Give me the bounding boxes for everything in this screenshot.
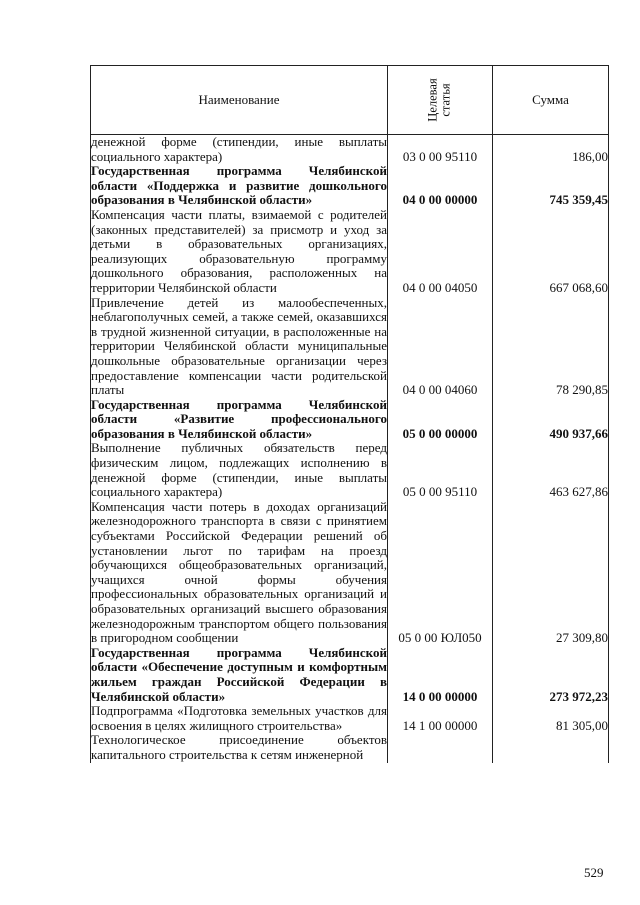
row-name: Государственная программа Челябинской области «Обеспечение доступным и комфортным жильем граждан Российской Федерации в Челябинской области» xyxy=(91,644,387,704)
row-code: 05 0 00 ЮЛ050 xyxy=(388,500,493,646)
row-sum: 273 972,23 xyxy=(493,646,609,704)
header-sum: Сумма xyxy=(493,66,609,135)
row-sum: 463 627,86 xyxy=(493,441,609,499)
table-row xyxy=(91,164,609,208)
row-name: Технологическое присоединение объектов капитального строительства к сетям инженерной xyxy=(91,732,387,762)
row-sum: 667 068,60 xyxy=(493,208,609,296)
row-code xyxy=(388,733,493,762)
row-code: 05 0 00 00000 xyxy=(388,398,493,442)
row-sum: 186,00 xyxy=(493,135,609,165)
row-code: 05 0 00 95110 xyxy=(388,441,493,499)
row-name: Государственная программа Челябинской области «Развитие профессионального образования в Челябинской области» xyxy=(91,396,387,441)
row-code: 14 0 00 00000 xyxy=(388,646,493,704)
table-body xyxy=(91,135,609,763)
table-row xyxy=(91,733,609,762)
header-code-line1: Целевая xyxy=(426,78,440,122)
row-name: Компенсация части потерь в доходах организаций железнодорожного транспорта в связи с принятием субъектами Российской Федерации решений об установлении льгот по тарифам на проезд обучающихся общеобразовательных организаций, учащихся очной формы обучения профессиональных образовательных организаций и образовательных организаций высшего образования железнодорожным транспортом общего пользования в пригородном сообщении xyxy=(91,498,387,646)
row-name: Подпрограмма «Подготовка земельных участков для освоения в целях жилищного строительства» xyxy=(91,703,387,733)
budget-table xyxy=(90,65,609,763)
header-code-line2: статья xyxy=(439,83,453,117)
table-row xyxy=(91,398,609,442)
row-code: 04 0 00 00000 xyxy=(388,164,493,208)
row-sum: 745 359,45 xyxy=(493,164,609,208)
table-header-row xyxy=(91,66,609,135)
row-sum: 490 937,66 xyxy=(493,398,609,442)
row-name: Государственная программа Челябинской области «Поддержка и развитие дошкольного образования в Челябинской области» xyxy=(91,163,387,208)
table-row xyxy=(91,646,609,704)
header-code xyxy=(388,66,493,135)
row-name: Выполнение публичных обязательств перед физическим лицом, подлежащих исполнению в денежной форме (стипендии, иные выплаты социального характера) xyxy=(91,440,387,500)
table-row xyxy=(91,704,609,733)
row-name: Привлечение детей из малообеспеченных, неблагополучных семей, а также семей, оказавшихся в трудной жизненной ситуации, в расположенные на территории Челябинской области муниципальные дошкольные образовательные организации через предоставление компенсации части родительской платы xyxy=(91,294,387,398)
row-sum xyxy=(493,733,609,762)
table-row xyxy=(91,296,609,398)
page-number: 529 xyxy=(584,865,604,880)
table-row xyxy=(91,208,609,296)
row-code: 04 0 00 04050 xyxy=(388,208,493,296)
table-row xyxy=(91,135,609,165)
row-name: денежной форме (стипендии, иные выплаты социального характера) xyxy=(91,134,387,164)
table-row xyxy=(91,500,609,646)
table-row xyxy=(91,441,609,499)
row-sum: 27 309,80 xyxy=(493,500,609,646)
row-sum: 81 305,00 xyxy=(493,704,609,733)
row-name: Компенсация части платы, взимаемой с родителей (законных представителей) за присмотр и уход за детьми в образовательных организациях, реализующих образовательную программу дошкольного образования, расположенных на территории Челябинской области xyxy=(91,206,387,295)
header-name: Наименование xyxy=(91,66,388,135)
row-code: 14 1 00 00000 xyxy=(388,704,493,733)
row-sum: 78 290,85 xyxy=(493,296,609,398)
row-code: 04 0 00 04060 xyxy=(388,296,493,398)
row-code: 03 0 00 95110 xyxy=(388,135,493,165)
